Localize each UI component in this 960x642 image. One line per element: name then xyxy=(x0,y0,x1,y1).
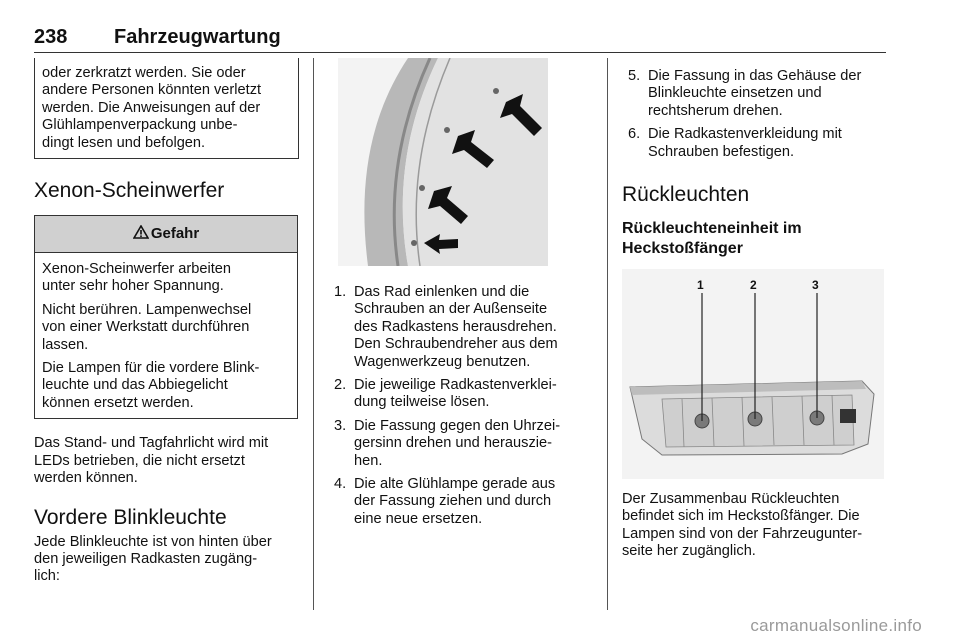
sub-heading-rear-unit: Rückleuchteneinheit im Heckstoßfänger xyxy=(622,220,802,258)
column-left xyxy=(34,58,298,586)
rear-light-unit-illustration xyxy=(622,269,884,479)
chapter-title: Fahrzeugwartung xyxy=(114,26,281,48)
callout-label: 2 xyxy=(750,278,757,293)
danger-label: Gefahr xyxy=(150,225,200,243)
continued-warning-text: oder zerkratzt werden. Sie oder andere Personen könnten verletzt werden. Die Anweisungen auf der Glühlampenverpackung unbe- dingt lesen und befolgen. xyxy=(42,65,262,151)
list-item: 4. Die alte Glühlampe gerade aus der Fassung ziehen und durch eine neue ersetzen. xyxy=(334,476,556,527)
section-heading-blinker: Vordere Blinkleuchte xyxy=(34,505,227,529)
danger-paragraph: Xenon-Scheinwerfer arbeiten unter sehr hoher Spannung. xyxy=(42,261,232,295)
warning-triangle-icon xyxy=(133,225,149,239)
danger-paragraph: Die Lampen für die vordere Blink- leuchte und das Abbiegelicht können ersetzt werden. xyxy=(42,360,260,411)
list-item: 5. Die Fassung in das Gehäuse der Blinkleuchte einsetzen und rechtsherum drehen. xyxy=(628,68,862,119)
list-item: 3. Die Fassung gegen den Uhrzei- gersinn drehen und herauszie- hen. xyxy=(334,417,561,469)
column-divider xyxy=(607,58,608,610)
steps-list-2 xyxy=(622,68,886,161)
section-heading-rear: Rückleuchten xyxy=(622,183,750,207)
steps-list-1 xyxy=(328,284,592,528)
continued-warning-box xyxy=(34,58,299,159)
callout-label: 1 xyxy=(697,278,704,293)
callout-label: 3 xyxy=(812,278,819,293)
column-right xyxy=(622,58,886,561)
column-divider xyxy=(313,58,314,610)
danger-header xyxy=(35,216,297,253)
led-paragraph: Das Stand- und Tagfahrlicht wird mit LEDs betrieben, die nicht ersetzt werden können. xyxy=(34,435,269,487)
danger-body xyxy=(35,253,297,418)
list-item: 6. Die Radkastenverkleidung mit Schrauben befestigen. xyxy=(628,126,842,160)
list-item: 1. Das Rad einlenken und die Schrauben an der Außenseite des Radkastens herausdrehen. Den Schraubendreher aus dem Wagenwerkzeug benutzen. xyxy=(334,284,558,370)
column-middle xyxy=(328,58,592,534)
section-heading-xenon: Xenon-Scheinwerfer xyxy=(34,179,225,203)
watermark: carmanualsonline.info xyxy=(750,616,922,635)
list-item: 2. Die jeweilige Radkastenverklei- dung teilweise lösen. xyxy=(334,377,557,411)
blinker-paragraph: Jede Blinkleuchte ist von hinten über den jeweiligen Radkasten zugäng- lich: xyxy=(34,533,272,585)
rear-unit-description: Der Zusammenbau Rückleuchten befindet sich im Heckstoßfänger. Die Lampen sind von der Fahrzeugunter- seite her zugänglich. xyxy=(622,491,863,560)
danger-box xyxy=(34,215,298,419)
page-header xyxy=(34,22,886,48)
wheel-arch-screws-illustration xyxy=(338,58,600,266)
header-rule xyxy=(34,52,886,53)
danger-paragraph: Nicht berühren. Lampenwechsel von einer Werkstatt durchführen lassen. xyxy=(42,301,252,353)
page-number: 238 xyxy=(34,26,68,48)
